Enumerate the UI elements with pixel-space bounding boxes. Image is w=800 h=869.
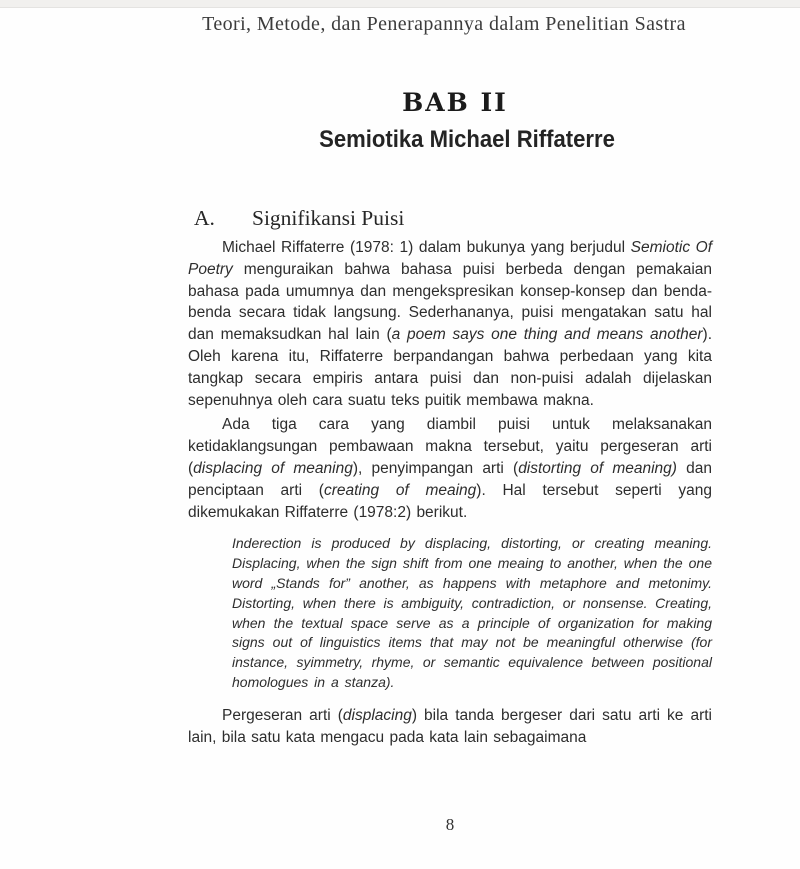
block-quote-riffaterre: Inderection is produced by displacing, distorting, or creating meaning. Displacing, when the sign shift from one meaing to another, when the one word „Stands for” another, as happens with metaphore and metonimy. Distorting, when there is ambiguity, contradiction, or nonsense. Creating, when the textual space serve as a principle of organization for making signs out of linguistics items that may not be meaningful otherwise (for instance, syimmetry, rhyme, or semantic equivalence between positional homologues in a stanza). [232, 535, 712, 690]
section-title: Signifikansi Puisi [252, 206, 405, 230]
chapter-title: BAB II [402, 88, 508, 117]
paragraph-intro: Michael Riffaterre (1978: 1) dalam bukunya yang berjudul Semiotic Of Poetry menguraikan bahwa bahasa puisi berbeda dengan pemakaian bahasa pada umumnya dan mengekspresikan konsep-konsep dan benda-benda secara tidak langsung. Sederhananya, puisi mengatakan satu hal dan memaksudkan hal lain (a poem says one thing and means another). Oleh karena itu, Riffaterre berpandangan bahwa perbedaan yang kita tangkap secara empiris antara puisi dan non-puisi adalah dijelaskan sepenuhnya oleh cara suatu teks puitik membawa makna. [188, 239, 713, 409]
section-heading [194, 206, 404, 231]
chapter-subtitle: Semiotika Michael Riffaterre [319, 126, 615, 153]
running-header: Teori, Metode, dan Penerapannya dalam Penelitian Sastra [202, 13, 686, 35]
page-number: 8 [445, 815, 455, 834]
body-text [188, 237, 712, 748]
paragraph-displacing: Pergeseran arti (displacing) bila tanda bergeser dari satu arti ke arti lain, bila satu kata mengacu pada kata lain sebagaimana [188, 706, 712, 746]
paragraph-three-ways: Ada tiga cara yang diambil puisi untuk melaksanakan ketidaklangsungan pembawaan makna tersebut, yaitu pergeseran arti (displacing of meaning), penyimpangan arti (distorting of meaning) dan penciptaan arti (creating of meaing). Hal tersebut seperti yang dikemukakan Riffaterre (1978:2) berikut. [188, 416, 712, 521]
page-top-edge [0, 0, 800, 8]
section-label: A. [194, 206, 215, 230]
